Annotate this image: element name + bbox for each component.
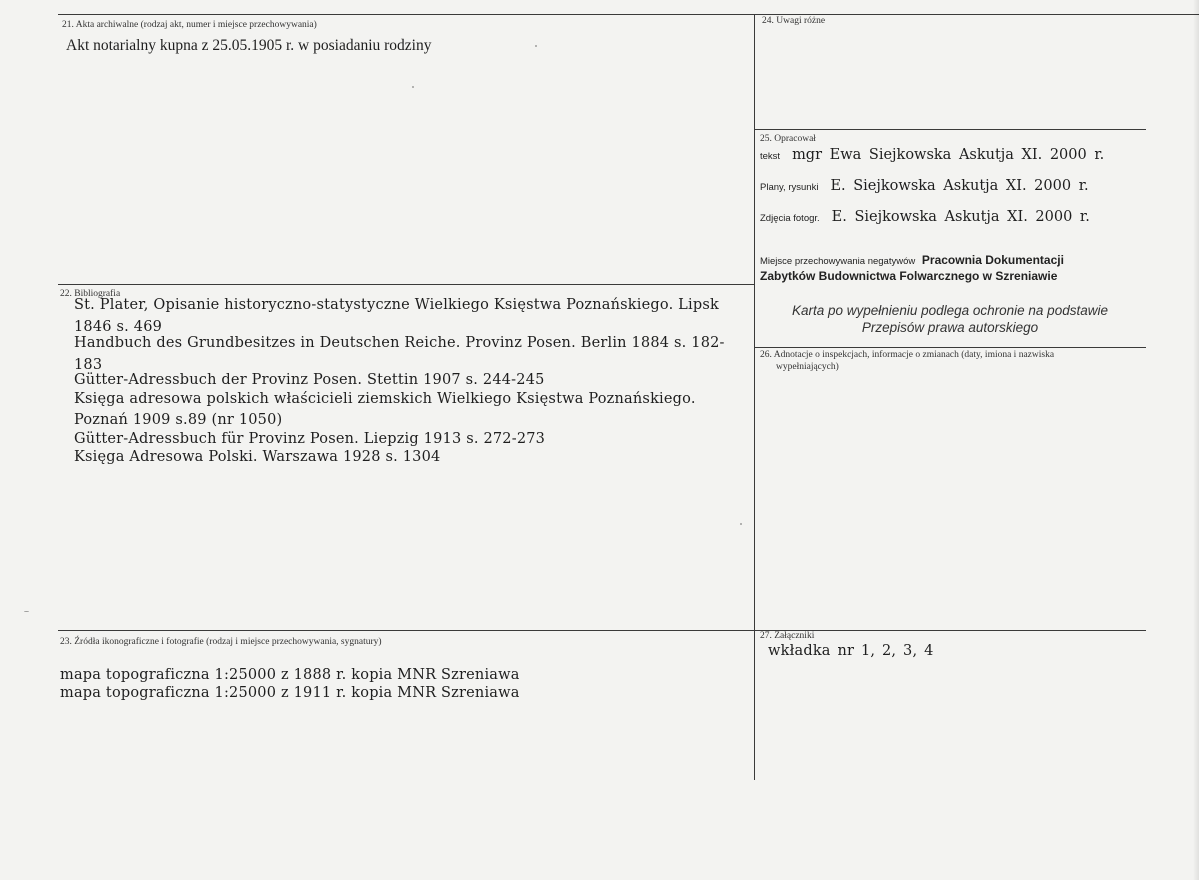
scan-speck xyxy=(535,45,537,47)
bibliography-line-3: Handbuch des Grundbesitzes in Deutschen Reiche. Provinz Posen. Berlin 1884 s. 182- xyxy=(74,335,725,351)
rule-right-25 xyxy=(754,129,1146,130)
field-21-value: Akt notarialny kupna z 25.05.1905 r. w posiadaniu rodziny xyxy=(66,37,432,54)
credit-value-text: mgr Ewa Siejkowska Askutja XI. 2000 r. xyxy=(792,147,1105,163)
iconography-line-1: mapa topograficzna 1:25000 z 1888 r. kopia MNR Szreniawa xyxy=(60,667,520,683)
bibliography-line-2: 1846 s. 469 xyxy=(74,319,163,335)
credit-row-photos xyxy=(760,208,1090,226)
negatives-value-2: Zabytków Budownictwa Folwarcznego w Szreniawie xyxy=(760,269,1058,283)
credit-key-photos: Zdjęcia fotogr. xyxy=(760,213,820,224)
field-27-label: 27. Załączniki xyxy=(760,631,815,641)
field-21-label: 21. Akta archiwalne (rodzaj akt, numer i miejsce przechowywania) xyxy=(62,20,317,30)
copyright-line-1: Karta po wypełnieniu podlega ochronie na podstawie xyxy=(792,303,1108,318)
rule-bottom xyxy=(58,630,1146,631)
scan-edge-shadow xyxy=(1193,0,1199,880)
negatives-value-1: Pracownia Dokumentacji xyxy=(921,253,1064,267)
bibliography-line-7: Poznań 1909 s.89 (nr 1050) xyxy=(74,412,283,428)
scan-speck xyxy=(412,86,414,88)
credit-value-plans: E. Siejkowska Askutja XI. 2000 r. xyxy=(830,178,1089,194)
field-27-value: wkładka nr 1, 2, 3, 4 xyxy=(768,643,934,659)
field-23-label: 23. Źródła ikonograficzne i fotografie (rodzaj i miejsce przechowywania, sygnatury) xyxy=(60,637,382,647)
field-24-label: 24. Uwagi różne xyxy=(762,16,826,26)
negatives-label: Miejsce przechowywania negatywów xyxy=(760,256,916,267)
field-26-label: 26. Adnotacje o inspekcjach, informacje o zmianach (daty, imiona i nazwiska xyxy=(760,350,1055,360)
negatives-line-1 xyxy=(760,254,1064,268)
copyright-note xyxy=(760,302,1140,336)
credit-key-text: tekst xyxy=(760,151,781,162)
field-22-label: 22. Bibliografia xyxy=(60,289,121,299)
credit-row-text xyxy=(760,146,1104,164)
credit-key-plans: Plany, rysunki xyxy=(760,182,819,193)
negatives-line-2 xyxy=(760,270,1057,284)
field-26-label-cont: wypełniających) xyxy=(776,362,839,372)
bibliography-line-4: 183 xyxy=(74,357,103,373)
bibliography-line-9: Księga Adresowa Polski. Warszawa 1928 s. 1304 xyxy=(74,449,441,465)
bibliography-line-8: Gütter-Adressbuch für Provinz Posen. Liepzig 1913 s. 272-273 xyxy=(74,431,546,447)
iconography-line-2: mapa topograficzna 1:25000 z 1911 r. kopia MNR Szreniawa xyxy=(60,685,520,701)
rule-left-mid xyxy=(58,284,755,285)
field-25-label: 25. Opracował xyxy=(760,134,816,144)
copyright-line-2: Przepisów prawa autorskiego xyxy=(861,320,1039,335)
bibliography-line-5: Gütter-Adressbuch der Provinz Posen. Stettin 1907 s. 244-245 xyxy=(74,372,545,388)
top-rule xyxy=(58,14,1199,15)
credit-row-plans xyxy=(760,177,1089,195)
bibliography-line-6: Księga adresowa polskich właścicieli ziemskich Wielkiego Księstwa Poznańskiego. xyxy=(74,391,696,407)
rule-right-26 xyxy=(754,347,1146,348)
credit-value-photos: E. Siejkowska Askutja XI. 2000 r. xyxy=(831,209,1090,225)
bibliography-line-1: St. Plater, Opisanie historyczno-statystyczne Wielkiego Księstwa Poznańskiego. Lipsk xyxy=(74,297,719,313)
scan-speck xyxy=(740,523,742,525)
scan-speck xyxy=(24,611,29,612)
